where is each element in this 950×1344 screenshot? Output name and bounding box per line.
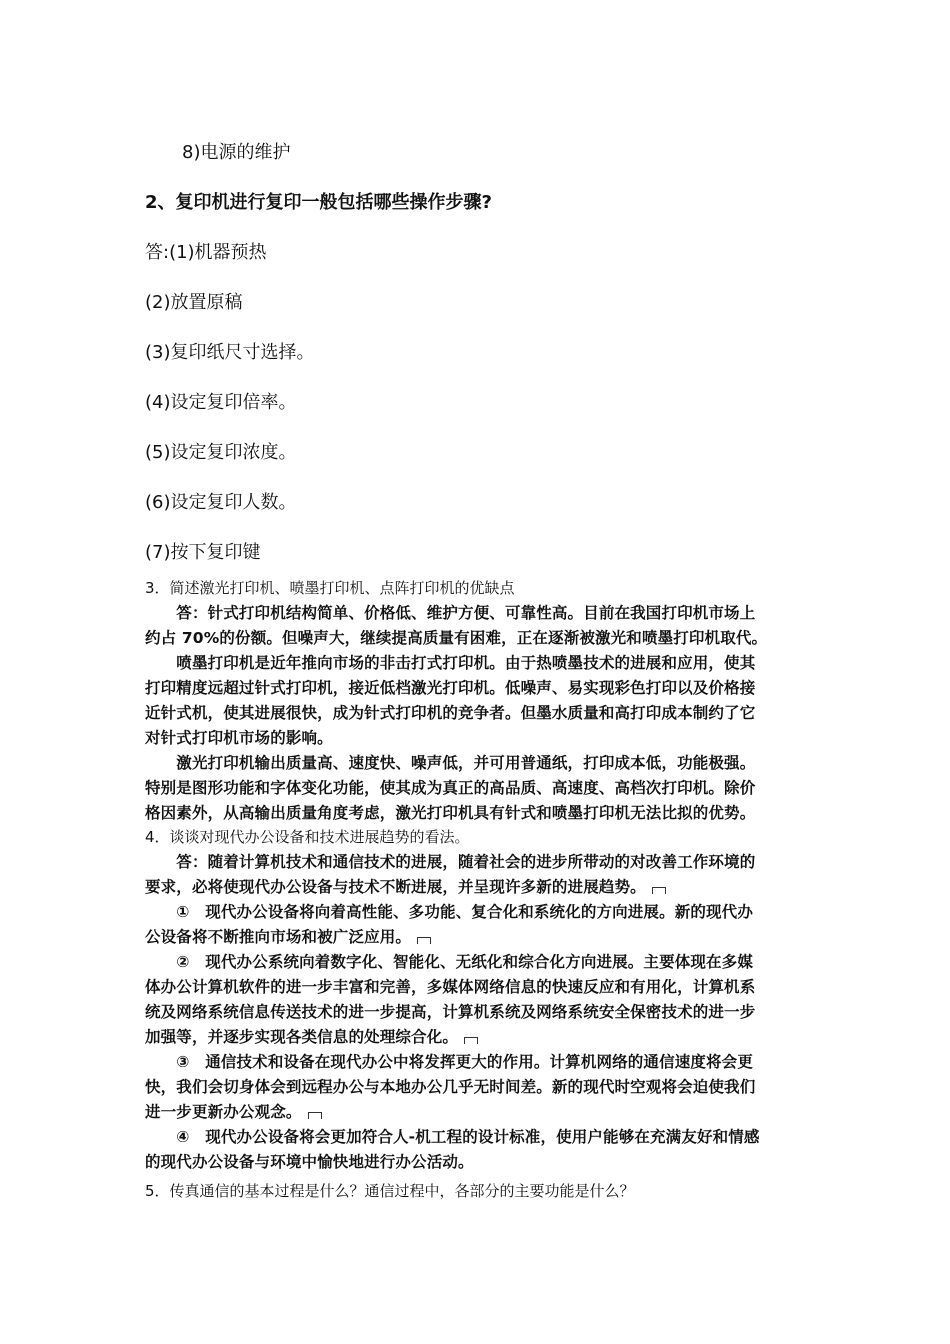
answer-3-line: 激光打印机输出质量高、速度快、噪声低，并可用普通纸，打印成本低，功能极强。 [145, 754, 756, 772]
answer-3-line: 约占 70%的份额。但噪声大，继续提高质量有困难，正在逐渐被激光和喷墨打印机取代。 [145, 629, 768, 647]
answer-2-line: 答:(1)机器预热 [145, 242, 267, 263]
answer-4-line: 答：随着计算机技术和通信技术的进展，随着社会的进步所带动的对改善工作环境的 [145, 853, 756, 871]
answer-4-line: ④ 现代办公设备将会更加符合人-机工程的设计标准，使用户能够在充满友好和情感 [145, 1128, 760, 1146]
answer-2-line: (5)设定复印浓度。 [145, 442, 297, 463]
answer-2-line: (3)复印纸尺寸选择。 [145, 342, 315, 363]
answer-2-line: (7)按下复印键 [145, 542, 261, 563]
answer-3-line: 特别是图形功能和字体变化功能，使其成为真正的高品质、高速度、高档次打印机。除价 [145, 779, 756, 797]
question-5-title: 5．传真通信的基本过程是什么？通信过程中，各部分的主要功能是什么？ [145, 1182, 635, 1200]
power-maintenance-item: 8)电源的维护 [182, 142, 291, 163]
answer-4-line: 要求，必将使现代办公设备与技术不断进展，并呈现许多新的进展趋势。 [145, 875, 666, 897]
answer-3-line: 对针式打印机市场的影响。 [145, 729, 333, 747]
answer-2-line: (4)设定复印倍率。 [145, 392, 297, 413]
answer-4-line: 统及网络系统信息传送技术的进一步提高，计算机系统及网络系统安全保密技术的进一步 [145, 1003, 756, 1021]
question-3-title: 3．简述激光打印机、喷墨打印机、点阵打印机的优缺点 [145, 579, 515, 597]
answer-4-line: 进一步更新办公观念。 [145, 1100, 322, 1122]
answer-3-line: 喷墨打印机是近年推向市场的非击打式打印机。由于热喷墨技术的进展和应用，使其 [145, 654, 756, 672]
answer-3-line: 近针式机，使其进展很快，成为针式打印机的竞争者。但墨水质量和高打印成本制约了它 [145, 704, 756, 722]
answer-3-line: 答：针式打印机结构简单、价格低、维护方便、可靠性高。目前在我国打印机市场上 [145, 604, 756, 622]
answer-4-line: ② 现代办公系统向着数字化、智能化、无纸化和综合化方向进展。主要体现在多媒 [145, 953, 753, 971]
answer-4-line: ③ 通信技术和设备在现代办公中将发挥更大的作用。计算机网络的通信速度将会更 [145, 1053, 753, 1071]
question-4-title: 4．谈谈对现代办公设备和技术进展趋势的看法。 [145, 828, 470, 846]
answer-2-line: (2)放置原稿 [145, 292, 243, 313]
answer-3-line: 打印精度远超过针式打印机，接近低档激光打印机。低噪声、易实现彩色打印以及价格接 [145, 679, 756, 697]
answer-2-line: (6)设定复印人数。 [145, 492, 297, 513]
paragraph-mark-icon [652, 887, 666, 894]
answer-4-line: 加强等，并逐步实现各类信息的处理综合化。 [145, 1025, 478, 1047]
question-2-title: 2、复印机进行复印一般包括哪些操作步骤? [145, 192, 492, 213]
answer-4-line: 的现代办公设备与环境中愉快地进行办公活动。 [145, 1153, 474, 1171]
paragraph-mark-icon [417, 937, 431, 944]
paragraph-mark-icon [464, 1037, 478, 1044]
answer-4-line: 公设备将不断推向市场和被广泛应用。 [145, 925, 431, 947]
paragraph-mark-icon [308, 1112, 322, 1119]
answer-4-line: 快，我们会切身体会到远程办公与本地办公几乎无时间差。新的现代时空观将会迫使我们 [145, 1078, 756, 1096]
answer-4-line: ① 现代办公设备将向着高性能、多功能、复合化和系统化的方向进展。新的现代办 [145, 903, 753, 921]
answer-4-line: 体办公计算机软件的进一步丰富和完善，多媒体网络信息的快速反应和有用化，计算机系 [145, 978, 756, 996]
answer-3-line: 格因素外，从高输出质量角度考虑，激光打印机具有针式和喷墨打印机无法比拟的优势。 [145, 804, 756, 822]
